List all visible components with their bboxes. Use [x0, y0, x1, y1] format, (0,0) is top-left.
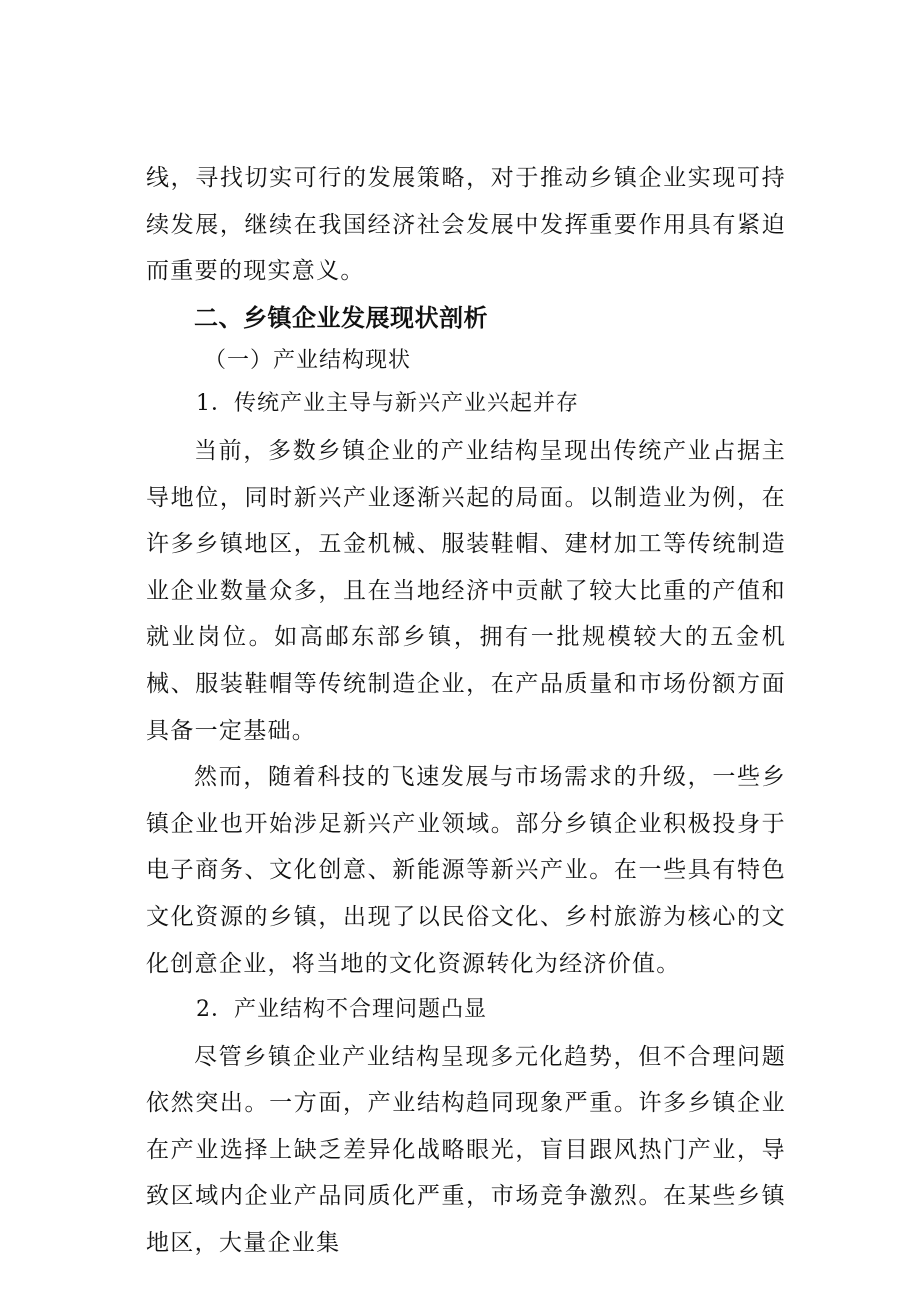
- subsection-heading: （一）产业结构现状: [204, 348, 412, 374]
- item2-paragraph-1: 尽管乡镇企业产业结构呈现多元化趋势，但不合理问题依然突出。一方面，产业结构趋同现象严重。许多乡镇企业在产业选择上缺乏差异化战略眼光，盲目跟风热门产业，导致区域内企业产品同质化严重，市场竞争激烈。在某些乡镇地区，大量企业集: [146, 1043, 786, 1257]
- item1-paragraph-2: 然而，随着科技的飞速发展与市场需求的升级，一些乡镇企业也开始涉足新兴产业领域。部分乡镇企业积极投身于电子商务、文化创意、新能源等新兴产业。在一些具有特色文化资源的乡镇，出现了以民俗文化、乡村旅游为核心的文化创意企业，将当地的文化资源转化为经济价值。: [146, 764, 786, 977]
- item1-heading: 1．传统产业主导与新兴产业兴起并存: [196, 391, 579, 417]
- document-body: [146, 155, 786, 1267]
- item1-paragraph-1: 当前，多数乡镇企业的产业结构呈现出传统产业占据主导地位，同时新兴产业逐渐兴起的局面。以制造业为例，在许多乡镇地区，五金机械、服装鞋帽、建材加工等传统制造业企业数量众多，且在当地经济中贡献了较大比重的产值和就业岗位。如高邮东部乡镇，拥有一批规模较大的五金机械、服装鞋帽等传统制造企业，在产品质量和市场份额方面具备一定基础。: [146, 437, 786, 744]
- section-heading: 二、乡镇企业发展现状剖析: [194, 303, 488, 332]
- item2-heading: 2．产业结构不合理问题凸显: [196, 997, 487, 1023]
- intro-paragraph: 线，寻找切实可行的发展策略，对于推动乡镇企业实现可持续发展，继续在我国经济社会发展中发挥重要作用具有紧迫而重要的现实意义。: [146, 165, 786, 285]
